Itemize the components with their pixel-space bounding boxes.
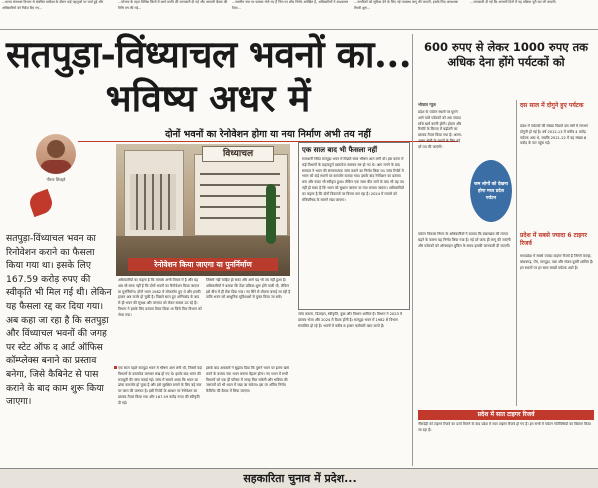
byline-name: नीरज शिवहरे [46,177,66,182]
top-strip-col-3: ...स्थानीय स्तर पर प्रस्ताव भेजे गए हैं जिन पर शीघ्र निर्णय अपेक्षित है, अधिकारियों ने आश्वासन दिया... [232,0,349,10]
quote-leaf-icon [27,189,55,217]
divider-top [0,29,598,30]
photo-sign: विध्याचल [202,146,274,162]
building-photo [116,144,290,276]
body-column-4: इसके बाद अफसरों ने सुझाव दिया कि पुराने भवन पर इतना खर्च करने के बजाय नया भवन बनाना बेहतर होगा। नए भवन में सभी विभागों को एक ही परिसर में जगह मिल सकेगी और भविष्य की जरूरतों को भी ध्यान में रखा जा सकेगा। इस पर अंतिम निर्णय कैबिनेट की बैठक में लिया जाएगा। [206,366,289,394]
red-banner-text: नौरादेही को टाइगर रिजर्व का दर्जा मिलने के बाद प्रदेश में सात टाइगर रिजर्व हो गए हैं। इन सभी में पर्यटन गतिविधियों का विस्तार किया जा रहा है। [418,422,591,432]
top-strip-col-5: ...जानकारी दी गई कि आगामी दिनों में यह प्रक्रिया पूरी कर ली जाएगी। [470,0,557,4]
sidebar-title: दस साल में दोगुने हुए पर्यटक [520,102,584,109]
pull-quote: सतपुड़ा-विंध्याचल भवन का रिनोवेशन कराने का फैसला किया गया था। इसके लिए 167.59 करोड़ रुपए की स्वीकृति भी मिल गई थी। लेकिन यह फैसला रद्द कर दिया गया। अब कहा जा रहा है कि सतपुड़ा और विंध्याचल भवनों की जगह पर स्टेट ऑफ द आर्ट ऑफिस कॉम्प्लेक्स बनाने का प्रस्ताव बनेगा, जिसे कैबिनेट से पास कराने के बाद काम शुरू किया जाएगा। [6,233,112,408]
red-banner: प्रदेश में सात टाइगर रिजर्व [418,410,594,420]
top-strip-col-4: ...नागरिकों को सुविधा देने के लिए नई व्यवस्था लागू की जाएगी, इसके लिए आवश्यक तैयारी शुरू... [354,0,459,10]
sidebar-text-2: मध्यप्रदेश में सबसे ज्यादा टाइगर रिजर्व हैं जिनमें कान्हा, बांधवगढ़, पेंच, सतपुड़ा, पन्ना और संजय दुबरी शामिल हैं। इन स्थानों पर हर साल लाखों पर्यटक आते हैं। [520,254,594,270]
avatar [36,134,76,174]
headline-line-1: सतपुड़ा-विंध्याचल भवनों का... [6,32,412,76]
column-divider [412,34,413,466]
sidebar-title-2: प्रदेश में सबसे ज्यादा 6 टाइगर रिजर्व [520,232,587,247]
bottom-banner-headline: सहकारिता चुनाव में प्रदेश... [243,472,357,485]
top-strip-col-1: ...मानव संसाधन विभाग से संबंधित समीक्षा के दौरान कई पहलुओं पर चर्चा हुई और अधिकारियों को निर्देश दिए गए... [2,0,104,10]
headline-line-2: भविष्य अधर में [105,76,311,120]
headline-block [6,32,410,124]
inset-box-title: एक साल बाद भी फैसला नहीं [302,146,378,154]
right-text-1: प्रदेश के पर्यटन स्थलों पर घूमने आने वाले पर्यटकों को अब ज्यादा राशि खर्च करनी होगी। होटल और रिसॉर्ट के किराए में बढ़ोतरी का प्रस्ताव तैयार किया गया है। अलग-अलग श्रेणी के कमरों के लिए नई दरें तय की जाएंगी। [418,110,463,149]
photo-caption: रेनोवेशन किया जाएगा या पुनर्निर्माण [128,258,278,271]
sidebar-text: प्रदेश में पर्यटकों की संख्या पिछले दस वर्षों में लगभग दोगुनी हो गई है। वर्ष 2012-13 में करीब 4 करोड़ पर्यटक आए थे, जबकि 2021-22 में यह संख्या 8 करोड़ के पार पहुंच गई। [520,124,589,146]
body-column-1: अधिकारियों का कहना है कि मामला अभी विचार में है और यह अब भी साफ नहीं है कि दोनों भवनों का रिनोवेशन किया जाएगा या पुनर्निर्माण। दोनों भवन 1982 में लोकार्पण हुए थे और इनकी हालत अब जर्जर हो चुकी है। पिछले साल हुए अग्निकांड के बाद से ही भवन की सुरक्षा और मरम्मत को लेकर सवाल उठ रहे हैं। विभाग ने इसके लिए प्रस्ताव तैयार किया था जिसे वित्त विभाग को भेजा गया। [118,278,202,317]
right-text-2: पर्यटन विकास निगम के अधिकारियों ने बताया कि रखरखाव की लागत बढ़ने के कारण यह निर्णय लिया गया है। नई दरें जल्द ही लागू की जाएंगी और पर्यटकों को ऑनलाइन बुकिंग के समय इसकी जानकारी दी जाएगी। [418,232,511,248]
right-headline: 600 रुपए से लेकर 1000 रुपए तक अधिक देना होंगे पर्यटकों को [423,40,589,69]
top-strip-col-2: ...योजना के तहत विभिन्न जिलों में कार्य प्रगति की जानकारी दी गई और आगामी बैठक की तिथि तय की गई... [118,0,228,10]
inset-box-continued: जांच कराना, डिजाइन, स्वीकृति, कुछ और विभाग शामिल हैं। विभाग ने 2023 में प्रस्ताव भेजा और 2024 में बैठक होनी है। सतपुड़ा भवन में 1982 से विभाग संचालित हो रहे हैं। भवनों में करीब 8 हजार कर्मचारी काम करते हैं। [298,312,403,328]
body-column-3: एक साल पहले सतपुड़ा भवन में भीषण आग लगी थी, जिसमें कई विभागों के दस्तावेज जलकर राख हो गए थे। इसके बाद भवन की मजबूती की जांच कराई गई। जांच में सामने आया कि भवन का ढांचा कमजोर हो चुका है और इसे सुरक्षित बनाने के लिए बड़े स्तर पर काम की जरूरत है। इसी रिपोर्ट के आधार पर रेनोवेशन का प्रस्ताव तैयार किया गया और 167.59 करोड़ रुपए की स्वीकृति दी गई। [118,366,202,405]
right-section-label: भोपाल न्यूज [418,102,436,107]
highlight-circle: कम लोगों को देखना होगा मध्य प्रदेश पर्यटन [470,160,512,222]
sidebar-divider [516,100,517,406]
section-bullet [114,366,117,369]
inset-box-text: राजधानी स्थित सतपुड़ा भवन में पिछले साल भीषण आग लगी थी। इस घटना में कई विभागों के महत्वपूर्ण दस्तावेज जलकर नष्ट हो गए थे। आग लगने के बाद सरकार ने भवन की संरचनात्मक जांच कराने का निर्णय लिया था। जांच रिपोर्ट में भवन को कई स्थानों पर कमजोर बताया गया। इसके बाद रेनोवेशन का प्रस्ताव बना और बजट भी स्वीकृत हुआ। लेकिन एक साल बीत जाने के बाद भी यह तय नहीं हो सका है कि भवन को सुधारा जाएगा या नया बनाया जाएगा। अधिकारियों का कहना है कि दोनों विकल्पों पर विचार चल रहा है। 2024 में मामले को मंत्रिपरिषद के सामने रखा जाएगा। [302,157,404,202]
body-column-2: जिससे नहीं चाहिए हो सका और आगे यह भी तय नहीं हुआ है। अधिकारियों ने बताया कि टेंडर प्रक्रिया शुरू होने वाली थी, लेकिन इसे बीच में ही रोक दिया गया। नए सिरे से योजना बनाई जा रही है ताकि भवन को आधुनिक सुविधाओं से युक्त किया जा सके। [206,278,291,300]
inset-box [298,142,410,310]
subhead: दोनों भवनों का रेनोवेशन होगा या नया निर्माण अभी तय नहीं [165,129,371,140]
